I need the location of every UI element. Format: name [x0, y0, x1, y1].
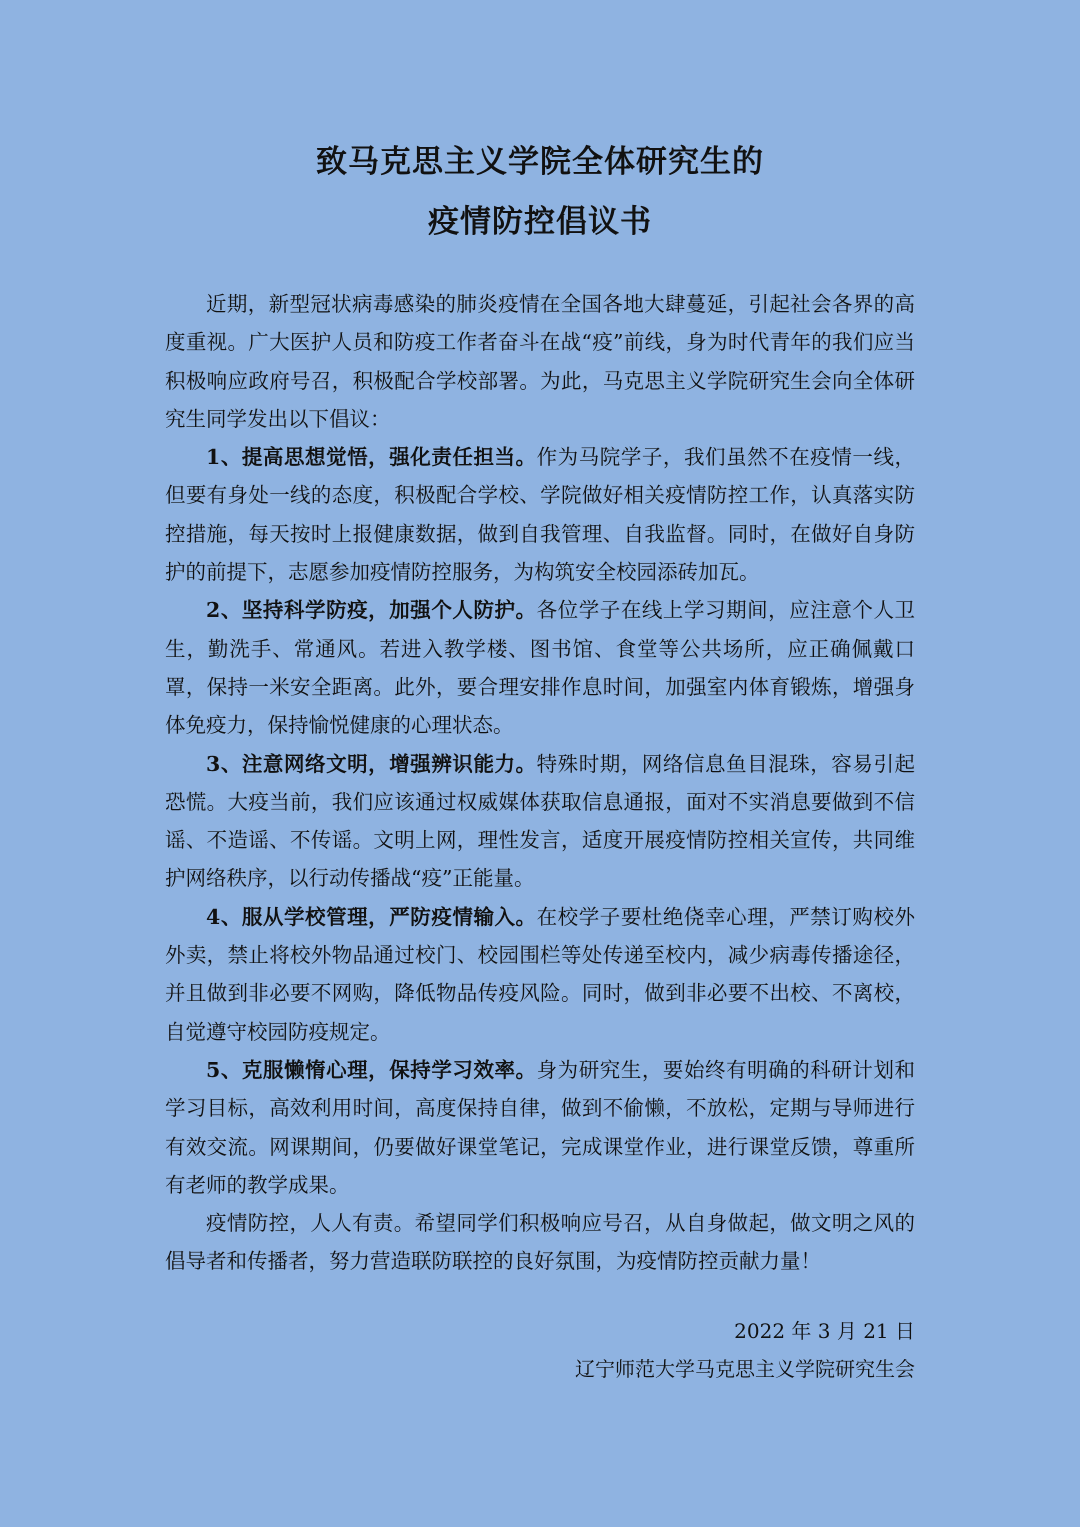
issuer-name: 辽宁师范大学马克思主义学院研究生会 — [575, 1357, 915, 1381]
signature-block — [575, 1312, 915, 1388]
proposal-text-4: 在校学子要杜绝侥幸心理，严禁订购校外外卖，禁止将校外物品通过校门、校园围栏等处传递至校内，减少病毒传播途径，并且做到非必要不网购，降低物品传疫风险。同时，做到非必要不出校、不离校，自觉遵守校园防疫规定。 — [165, 904, 916, 1044]
proposal-heading-3: 3、注意网络文明，增强辨识能力。 — [206, 751, 537, 776]
document-date: 2022 年 3 月 21 日 — [734, 1319, 915, 1343]
closing-paragraph: 疫情防控，人人有责。希望同学们积极响应号召，从自身做起，做文明之风的倡导者和传播者，努力营造联防联控的良好氛围，为疫情防控贡献力量！ — [165, 1211, 915, 1274]
proposal-heading-2: 2、坚持科学防疫，加强个人防护。 — [206, 598, 537, 623]
proposal-item-4 — [165, 898, 915, 1051]
proposal-text-5: 身为研究生，要始终有明确的科研计划和学习目标，高效利用时间，高度保持自律，做到不偷懒，不放松，定期与导师进行有效交流。网课期间，仍要做好课堂笔记，完成课堂作业，进行课堂反馈，尊重所有老师的教学成果。 — [165, 1057, 916, 1197]
proposal-item-2 — [165, 591, 915, 744]
proposal-text-3: 特殊时期，网络信息鱼目混珠，容易引起恐慌。大疫当前，我们应该通过权威媒体获取信息通报，面对不实消息要做到不信谣、不造谣、不传谣。文明上网，理性发言，适度开展疫情防控相关宣传，共同维护网络秩序，以行动传播战“疫”正能量。 — [165, 751, 916, 891]
proposal-heading-5: 5、克服懒惰心理，保持学习效率。 — [206, 1057, 537, 1082]
proposal-item-1 — [165, 438, 915, 591]
proposal-item-3 — [165, 745, 915, 898]
proposal-heading-1: 1、提高思想觉悟，强化责任担当。 — [206, 445, 537, 470]
title-line-2: 疫情防控倡议书 — [428, 204, 652, 240]
proposal-item-5 — [165, 1051, 915, 1204]
proposal-text-1: 作为马院学子，我们虽然不在疫情一线，但要有身处一线的态度，积极配合学校、学院做好相关疫情防控工作，认真落实防控措施，每天按时上报健康数据，做到自我管理、自我监督。同时，在做好自身防护的前提下，志愿参加疫情防控服务，为构筑安全校园添砖加瓦。 — [165, 445, 916, 585]
intro-paragraph: 近期，新型冠状病毒感染的肺炎疫情在全国各地大肆蔓延，引起社会各界的高度重视。广大医护人员和防疫工作者奋斗在战“疫”前线，身为时代青年的我们应当积极响应政府号召，积极配合学校部署。为此，马克思主义学院研究生会向全体研究生同学发出以下倡议： — [165, 292, 915, 431]
document-body — [165, 285, 915, 1281]
proposal-heading-4: 4、服从学校管理，严防疫情输入。 — [206, 904, 537, 929]
document-title — [0, 132, 1080, 252]
title-line-1: 致马克思主义学院全体研究生的 — [316, 144, 764, 180]
proposal-text-2: 各位学子在线上学习期间，应注意个人卫生，勤洗手、常通风。若进入教学楼、图书馆、食堂等公共场所，应正确佩戴口罩，保持一米安全距离。此外，要合理安排作息时间，加强室内体育锻炼，增强身体免疫力，保持愉悦健康的心理状态。 — [165, 598, 916, 738]
